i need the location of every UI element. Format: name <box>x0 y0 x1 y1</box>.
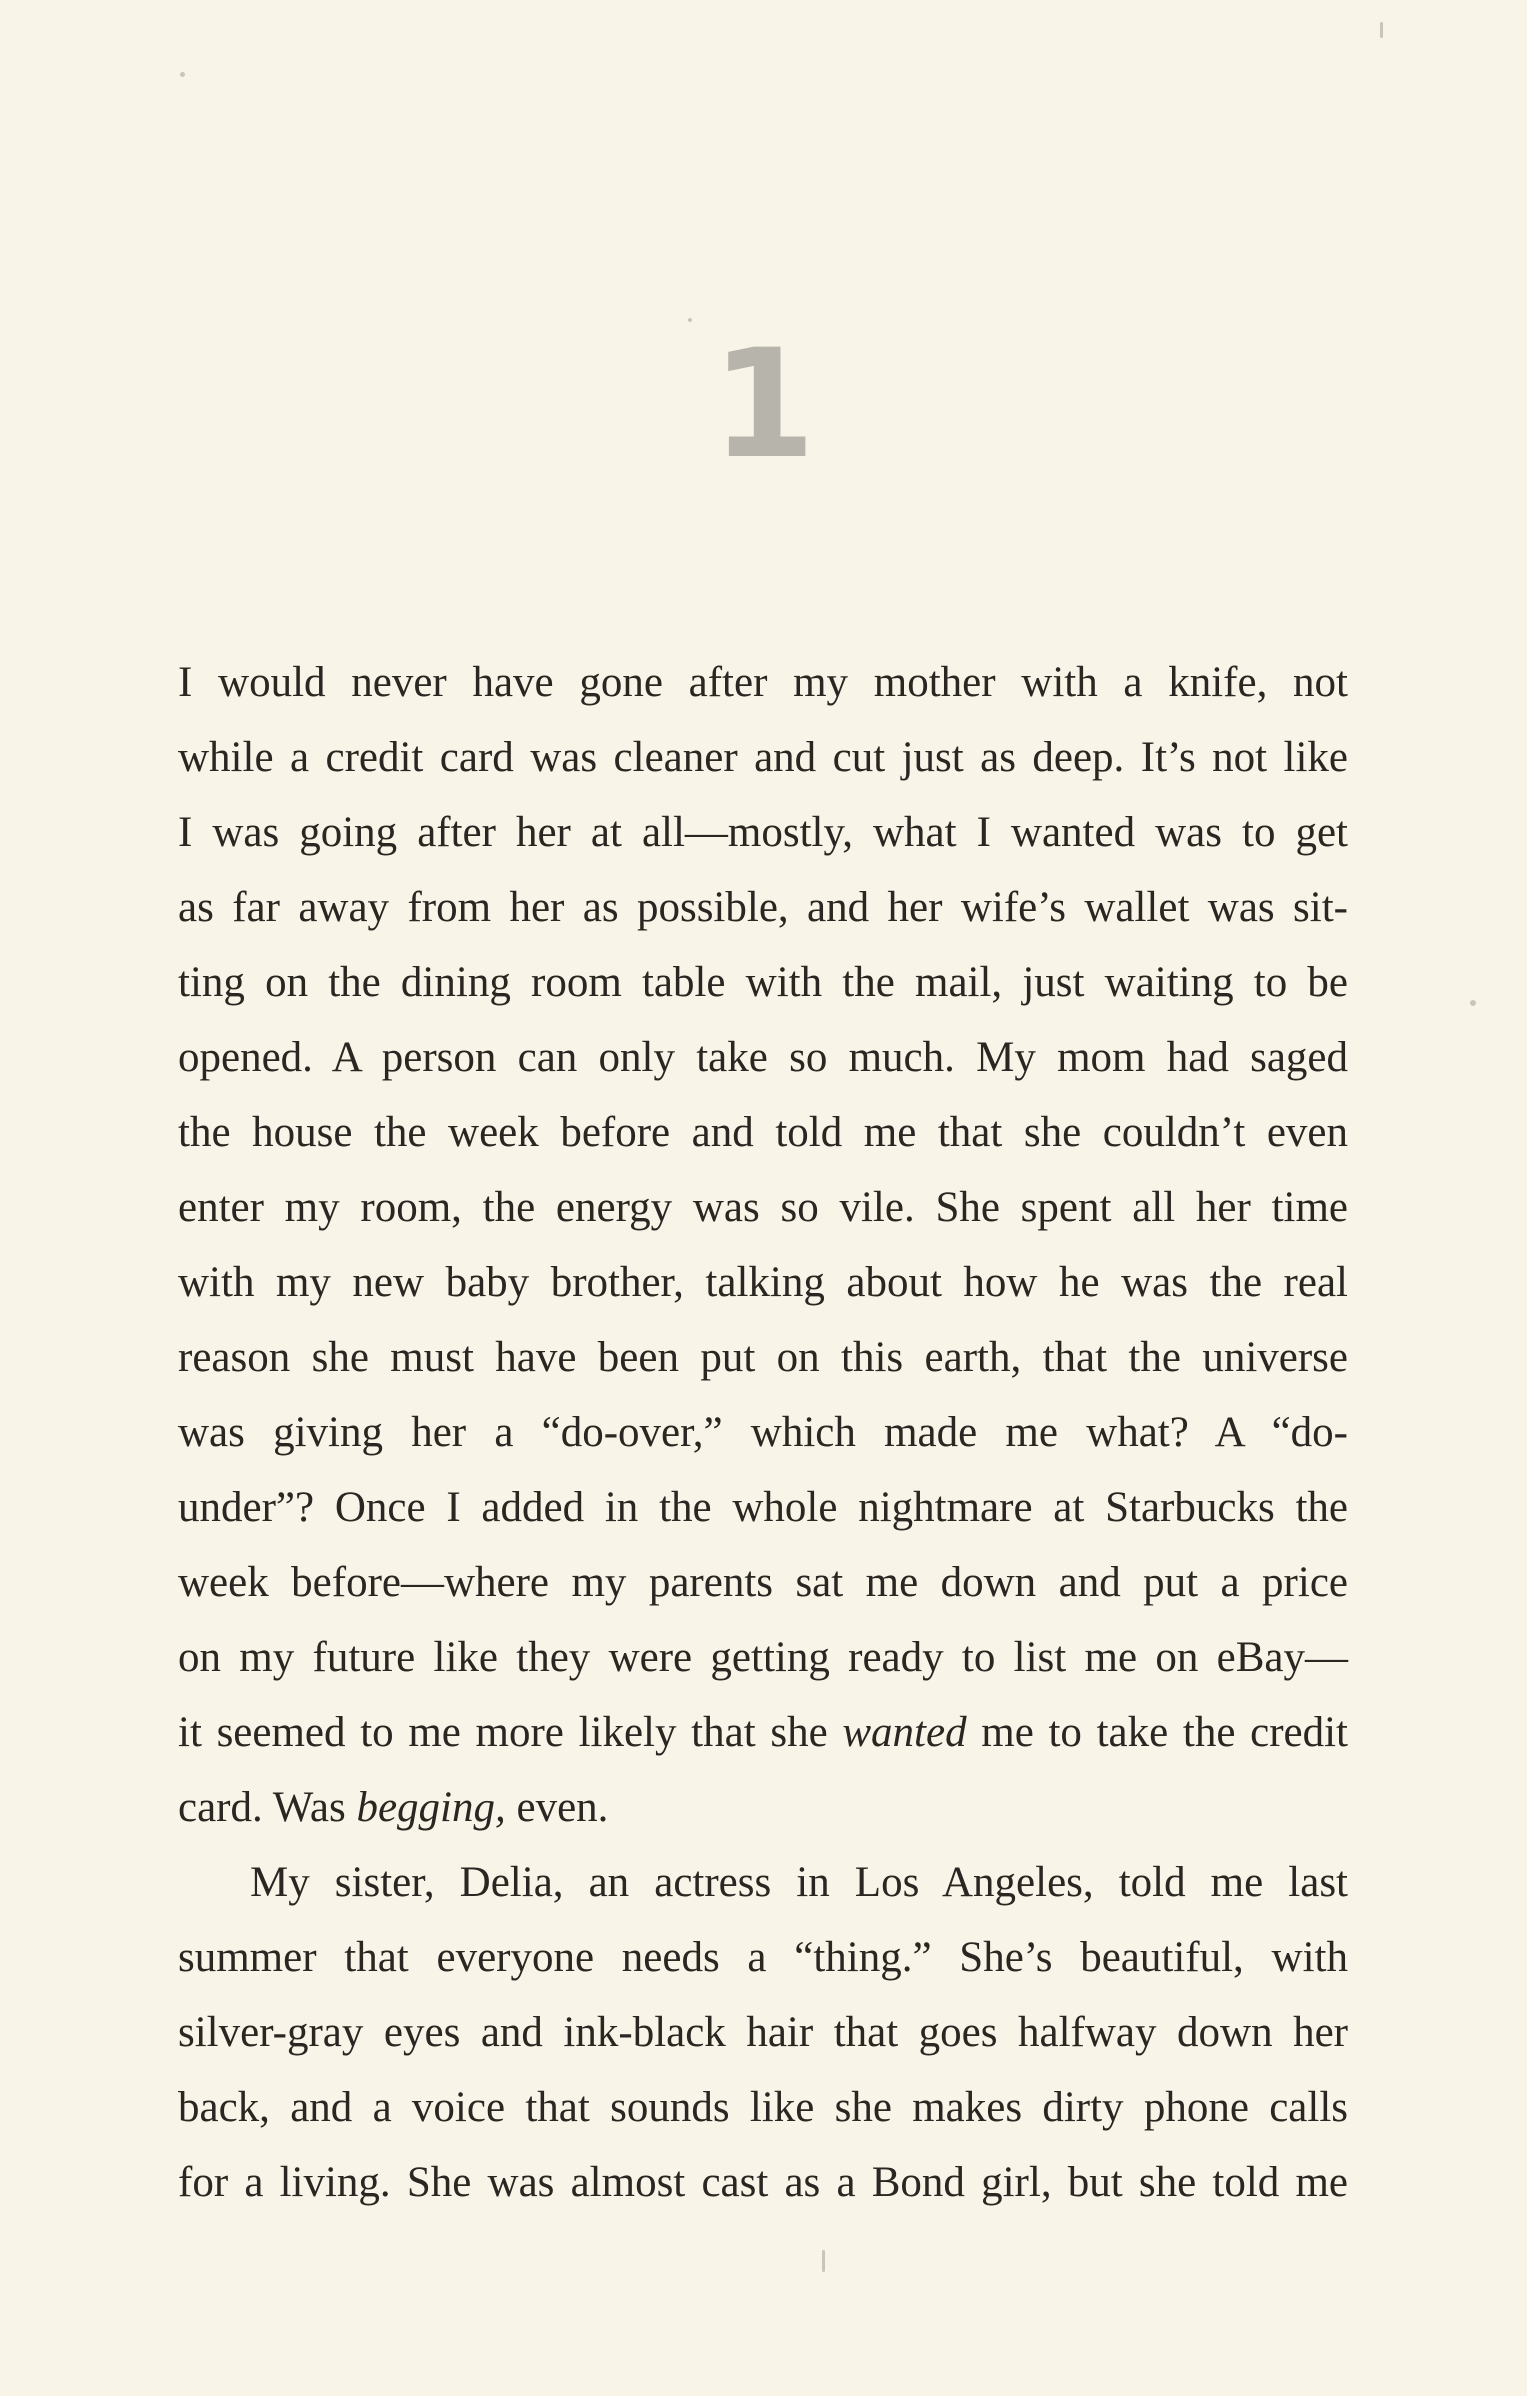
paragraph-1 <box>178 645 1348 1845</box>
text-line: enter my room, the energy was so vile. She spent all her time <box>178 1184 1348 1231</box>
text-line: reason she must have been put on this earth, that the universe <box>178 1334 1348 1381</box>
text-line: back, and a voice that sounds like she makes dirty phone calls <box>178 2084 1348 2131</box>
text-line: summer that everyone needs a “thing.” She’s beautiful, with <box>178 1934 1348 1981</box>
paper-speck <box>180 72 185 77</box>
text-line: week before—where my parents sat me down and put a price <box>178 1559 1348 1606</box>
text-line: silver-gray eyes and ink-black hair that goes halfway down her <box>178 2009 1348 2056</box>
paper-speck <box>688 318 692 322</box>
text-line: I would never have gone after my mother with a knife, not <box>178 659 1348 706</box>
text-line: on my future like they were getting ready to list me on eBay— <box>178 1634 1348 1681</box>
text-segment: it seemed to me more likely that she <box>178 1709 843 1756</box>
paper-speck <box>822 2250 825 2272</box>
text-segment: even. <box>505 1784 609 1831</box>
paper-speck <box>1380 22 1383 38</box>
emphasis-begging: begging, <box>356 1784 506 1831</box>
text-line: for a living. She was almost cast as a Bond girl, but she told me <box>178 2159 1348 2206</box>
chapter-number: 1 <box>711 318 816 492</box>
emphasis-wanted: wanted <box>842 1709 967 1756</box>
text-line: opened. A person can only take so much. My mom had saged <box>178 1034 1348 1081</box>
paragraph-2 <box>178 1845 1348 2220</box>
text-segment: card. Was <box>178 1784 357 1831</box>
text-segment: me to take the credit <box>966 1709 1349 1756</box>
text-line: while a credit card was cleaner and cut just as deep. It’s not like <box>178 734 1348 781</box>
text-line: the house the week before and told me that she couldn’t even <box>178 1109 1348 1156</box>
text-line: with my new baby brother, talking about how he was the real <box>178 1259 1348 1306</box>
text-line: under”? Once I added in the whole nightmare at Starbucks the <box>178 1484 1348 1531</box>
chapter-body <box>178 645 1348 2220</box>
paper-speck <box>1470 1000 1476 1006</box>
text-line-with-emphasis <box>178 1695 1348 1770</box>
text-line: I was going after her at all—mostly, what I wanted was to get <box>178 809 1348 856</box>
text-line: as far away from her as possible, and her wife’s wallet was sit- <box>178 884 1348 931</box>
text-line: My sister, Delia, an actress in Los Angeles, told me last <box>250 1859 1348 1906</box>
text-line: ting on the dining room table with the mail, just waiting to be <box>178 959 1348 1006</box>
text-line: was giving her a “do-over,” which made me what? A “do- <box>178 1409 1348 1456</box>
text-line-with-emphasis <box>178 1770 1348 1845</box>
